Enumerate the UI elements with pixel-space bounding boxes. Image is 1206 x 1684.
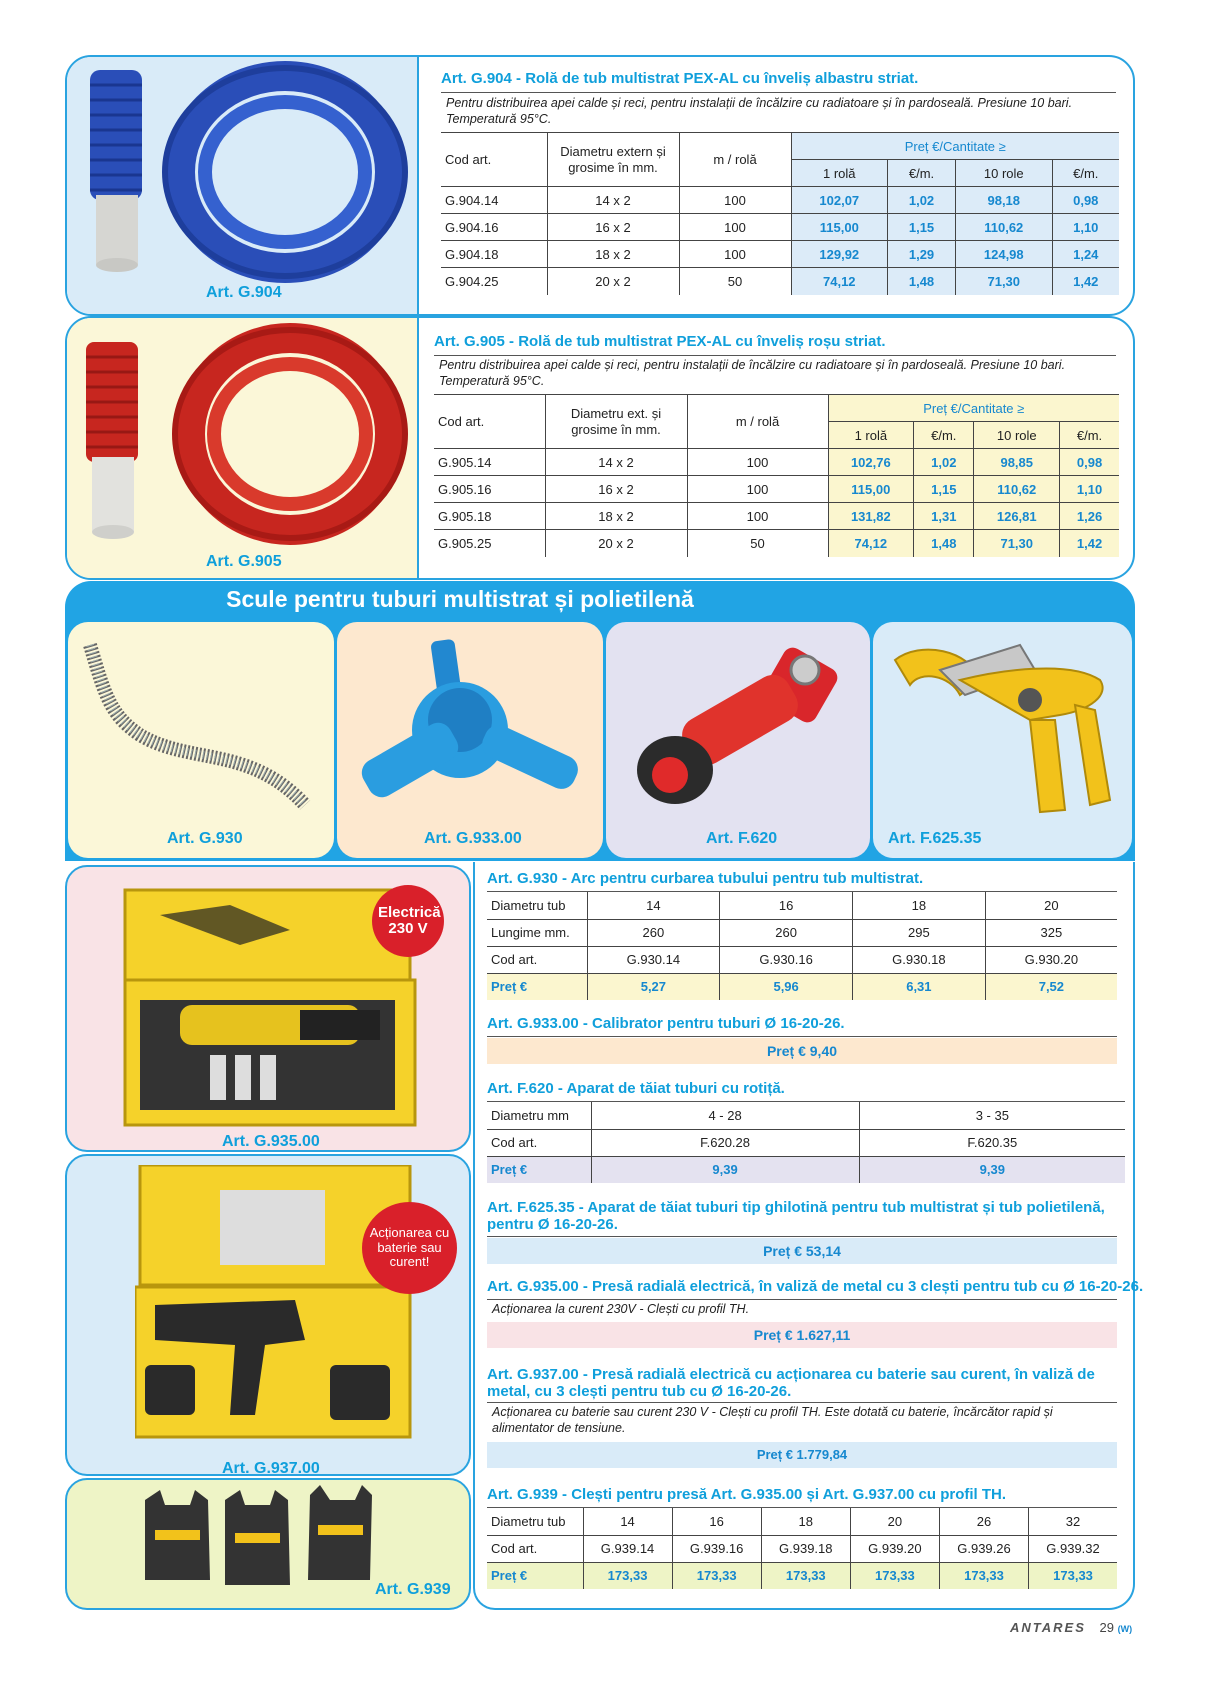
cell: 74,12 xyxy=(791,268,888,295)
price-cell: 173,33 xyxy=(672,1562,761,1589)
cell: F.620.28 xyxy=(591,1129,859,1156)
table-row xyxy=(434,530,1119,557)
cell: F.620.35 xyxy=(859,1129,1125,1156)
header-diametru: Diametru extern și grosime în mm. xyxy=(547,133,679,187)
red-pipe-coil-image xyxy=(80,322,410,547)
cell: 20 xyxy=(850,1508,939,1535)
cell: 20 x 2 xyxy=(545,530,687,557)
cell: G.939.18 xyxy=(761,1535,850,1562)
cell: 1,42 xyxy=(1060,530,1119,557)
price-row xyxy=(487,973,1117,1000)
header-sub: 10 role xyxy=(955,160,1052,187)
cell: 98,85 xyxy=(974,449,1060,476)
cell: Cod art. xyxy=(487,946,587,973)
g935-title-rule xyxy=(487,1299,1117,1300)
header-cod: Cod art. xyxy=(441,133,547,187)
cell: G.939.16 xyxy=(672,1535,761,1562)
cell: 100 xyxy=(687,449,828,476)
price-row xyxy=(487,1562,1117,1589)
f620-title: Art. F.620 - Aparat de tăiat tuburi cu rotiță. xyxy=(487,1080,785,1097)
header-cod: Cod art. xyxy=(434,395,545,449)
tool-caption-g933: Art. G.933.00 xyxy=(424,830,522,847)
f625-title-rule xyxy=(487,1236,1117,1237)
cell: Lungime mm. xyxy=(487,919,587,946)
g905-price-table xyxy=(434,394,1119,557)
badge-text: Electrică 230 V xyxy=(378,903,441,937)
g904-title-rule xyxy=(441,92,1116,93)
cell: 100 xyxy=(687,503,828,530)
cell: 1,10 xyxy=(1060,476,1119,503)
table-row xyxy=(487,1102,1125,1129)
cell: 100 xyxy=(679,187,791,214)
pipe-calibrator-image xyxy=(350,635,590,820)
cell: 0,98 xyxy=(1052,187,1119,214)
table-row xyxy=(487,1129,1125,1156)
cell: 14 xyxy=(583,1508,672,1535)
cell: Diametru tub xyxy=(487,892,587,919)
g939-table xyxy=(487,1508,1117,1589)
cell: G.939.32 xyxy=(1029,1535,1117,1562)
price-cell: 9,39 xyxy=(859,1156,1125,1183)
cell: 1,15 xyxy=(888,214,956,241)
footer xyxy=(1010,1620,1132,1635)
f625-price: Preț € 53,14 xyxy=(487,1238,1117,1264)
tool-caption-f620: Art. F.620 xyxy=(706,830,778,847)
table-row xyxy=(441,214,1119,241)
cell: G.904.18 xyxy=(441,241,547,268)
cell: 0,98 xyxy=(1060,449,1119,476)
price-cell: 7,52 xyxy=(985,973,1117,1000)
cell: 14 xyxy=(587,892,720,919)
price-cell: 173,33 xyxy=(1029,1562,1117,1589)
tool-caption-g930: Art. G.930 xyxy=(167,830,243,847)
g905-title-rule xyxy=(434,355,1116,356)
cell: Cod art. xyxy=(487,1535,583,1562)
price-row xyxy=(487,1156,1125,1183)
electric-230v-badge xyxy=(372,885,444,957)
table-row xyxy=(434,503,1119,530)
header-pret: Preț €/Cantitate ≥ xyxy=(828,395,1119,422)
header-sub: 1 rolă xyxy=(828,422,914,449)
price-cell: 6,31 xyxy=(853,973,986,1000)
price-cell: 173,33 xyxy=(850,1562,939,1589)
cell: G.939.26 xyxy=(939,1535,1028,1562)
cell: 14 x 2 xyxy=(547,187,679,214)
cell: 98,18 xyxy=(955,187,1052,214)
cell: 14 x 2 xyxy=(545,449,687,476)
cell: G.930.18 xyxy=(853,946,986,973)
table-row xyxy=(487,1535,1117,1562)
g933-title: Art. G.933.00 - Calibrator pentru tuburi Ø 16-20-26. xyxy=(487,1015,845,1032)
cell: 1,48 xyxy=(914,530,974,557)
cell: 325 xyxy=(985,919,1117,946)
bending-spring-image xyxy=(80,635,325,820)
g937-description: Acționarea cu baterie sau curent 230 V - Clești cu profil TH. Este dotată cu baterie, încărcător rapid și alimentator de tensiune. xyxy=(492,1405,1053,1435)
cell: G.904.25 xyxy=(441,268,547,295)
cell: 74,12 xyxy=(828,530,914,557)
g905-caption: Art. G.905 xyxy=(206,553,282,570)
cell: 102,76 xyxy=(828,449,914,476)
g937-title-rule xyxy=(487,1402,1117,1403)
g937-price: Preț € 1.779,84 xyxy=(487,1442,1117,1468)
price-cell: 173,33 xyxy=(761,1562,850,1589)
g939-caption: Art. G.939 xyxy=(375,1581,451,1598)
cell: 115,00 xyxy=(828,476,914,503)
cell: 110,62 xyxy=(955,214,1052,241)
cell: 16 xyxy=(720,892,853,919)
price-cell: 5,27 xyxy=(587,973,720,1000)
cell: 1,24 xyxy=(1052,241,1119,268)
cell: 16 x 2 xyxy=(547,214,679,241)
price-label: Preț € xyxy=(487,1562,583,1589)
cell: 26 xyxy=(939,1508,1028,1535)
cell: 260 xyxy=(587,919,720,946)
cell: 50 xyxy=(679,268,791,295)
cell: Diametru tub xyxy=(487,1508,583,1535)
guillotine-pipe-cutter-image xyxy=(880,640,1125,820)
header-diametru: Diametru ext. și grosime în mm. xyxy=(545,395,687,449)
cell: 260 xyxy=(720,919,853,946)
cell: 126,81 xyxy=(974,503,1060,530)
cell: G.930.16 xyxy=(720,946,853,973)
table-row xyxy=(441,187,1119,214)
header-sub: €/m. xyxy=(1060,422,1119,449)
cell: 71,30 xyxy=(974,530,1060,557)
page-suffix: (W) xyxy=(1117,1624,1133,1634)
g935-price: Preț € 1.627,11 xyxy=(487,1322,1117,1348)
price-label: Preț € xyxy=(487,1156,591,1183)
g933-price: Preț € 9,40 xyxy=(487,1038,1117,1064)
pipe-cutter-wheel-image xyxy=(620,640,860,820)
g905-description: Pentru distribuirea apei calde și reci, pentru instalații de încălzire cu radiatoare și în pardoseală. Presiune 10 bari. Temperatură 95°C. xyxy=(439,358,1066,388)
cell: G.939.20 xyxy=(850,1535,939,1562)
cell: Diametru mm xyxy=(487,1102,591,1129)
cell: 1,48 xyxy=(888,268,956,295)
cell: 1,02 xyxy=(914,449,974,476)
cell: 1,10 xyxy=(1052,214,1119,241)
cell: 100 xyxy=(687,476,828,503)
f620-table xyxy=(487,1102,1125,1183)
table-row xyxy=(487,1508,1117,1535)
table-row xyxy=(487,919,1117,946)
price-label: Preț € xyxy=(487,973,587,1000)
cell: G.905.18 xyxy=(434,503,545,530)
cell: G.939.14 xyxy=(583,1535,672,1562)
g935-title: Art. G.935.00 - Presă radială electrică, în valiză de metal cu 3 clești pentru tub cu Ø 16-20-26. xyxy=(487,1278,1144,1295)
header-m-rola: m / rolă xyxy=(687,395,828,449)
cell: G.930.14 xyxy=(587,946,720,973)
table-row xyxy=(487,892,1117,919)
cell: 18 xyxy=(761,1508,850,1535)
g904-caption: Art. G.904 xyxy=(206,284,282,301)
price-cell: 5,96 xyxy=(720,973,853,1000)
g935-caption: Art. G.935.00 xyxy=(222,1133,320,1150)
cell: 50 xyxy=(687,530,828,557)
table-row xyxy=(487,946,1117,973)
price-cell: 9,39 xyxy=(591,1156,859,1183)
cell: 18 xyxy=(853,892,986,919)
battery-press-case-image xyxy=(135,1165,415,1445)
f625-title: Art. F.625.35 - Aparat de tăiat tuburi tip ghilotină pentru tub multistrat și tub polietilenă, pentru Ø 16-20-26. xyxy=(487,1199,1105,1233)
cell: 102,07 xyxy=(791,187,888,214)
g930-table xyxy=(487,892,1117,1000)
badge-text: Acționarea cu baterie sau curent! xyxy=(369,1224,450,1270)
page-number: 29 xyxy=(1099,1620,1114,1635)
cell: 3 - 35 xyxy=(859,1102,1125,1129)
cell: 131,82 xyxy=(828,503,914,530)
g937-title: Art. G.937.00 - Presă radială electrică cu acționarea cu baterie sau curent, în valiză de metal, cu 3 clești pentru tub cu Ø 16-20-26. xyxy=(487,1366,1095,1400)
cell: 18 x 2 xyxy=(545,503,687,530)
g930-title: Art. G.930 - Arc pentru curbarea tubului pentru tub multistrat. xyxy=(487,870,924,887)
cell: G.904.16 xyxy=(441,214,547,241)
cell: 1,02 xyxy=(888,187,956,214)
header-sub: €/m. xyxy=(888,160,956,187)
section-title: Scule pentru tuburi multistrat și polietilenă xyxy=(226,586,694,612)
header-pret: Preț €/Cantitate ≥ xyxy=(791,133,1119,160)
cell: G.904.14 xyxy=(441,187,547,214)
cell: 32 xyxy=(1029,1508,1117,1535)
cell: 71,30 xyxy=(955,268,1052,295)
price-cell: 173,33 xyxy=(583,1562,672,1589)
cell: 20 xyxy=(985,892,1117,919)
cell: 16 x 2 xyxy=(545,476,687,503)
cell: 20 x 2 xyxy=(547,268,679,295)
cell: 1,29 xyxy=(888,241,956,268)
g905-title: Art. G.905 - Rolă de tub multistrat PEX-AL cu înveliș roșu striat. xyxy=(434,333,886,350)
cell: 115,00 xyxy=(791,214,888,241)
header-m-rola: m / rolă xyxy=(679,133,791,187)
cell: 18 x 2 xyxy=(547,241,679,268)
cell: 1,42 xyxy=(1052,268,1119,295)
g904-price-table xyxy=(441,132,1119,295)
g935-description: Acționarea la curent 230V - Clești cu profil TH. xyxy=(492,1302,750,1316)
tool-caption-f625: Art. F.625.35 xyxy=(888,830,982,847)
cell: G.905.25 xyxy=(434,530,545,557)
cell: G.905.14 xyxy=(434,449,545,476)
table-row xyxy=(434,449,1119,476)
cell: 4 - 28 xyxy=(591,1102,859,1129)
brand-logo: ANTARES xyxy=(1010,1620,1086,1635)
cell: 1,15 xyxy=(914,476,974,503)
cell: 124,98 xyxy=(955,241,1052,268)
cell: Cod art. xyxy=(487,1129,591,1156)
g904-description: Pentru distribuirea apei calde și reci, pentru instalații de încălzire cu radiatoare și în pardoseală. Presiune 10 bari. Temperatură 95°C. xyxy=(446,96,1073,126)
press-jaws-image xyxy=(140,1485,380,1600)
blue-pipe-coil-image xyxy=(80,60,410,285)
table-row xyxy=(441,268,1119,295)
cell: 1,31 xyxy=(914,503,974,530)
header-sub: 10 role xyxy=(974,422,1060,449)
cell: 16 xyxy=(672,1508,761,1535)
cell: 295 xyxy=(853,919,986,946)
g933-title-rule xyxy=(487,1036,1117,1037)
g904-title: Art. G.904 - Rolă de tub multistrat PEX-AL cu înveliș albastru striat. xyxy=(441,70,919,87)
header-sub: €/m. xyxy=(1052,160,1119,187)
battery-or-power-badge xyxy=(362,1202,457,1294)
g939-title: Art. G.939 - Clești pentru presă Art. G.935.00 și Art. G.937.00 cu profil TH. xyxy=(487,1486,1007,1503)
cell: 110,62 xyxy=(974,476,1060,503)
g937-caption: Art. G.937.00 xyxy=(222,1460,320,1477)
cell: 100 xyxy=(679,241,791,268)
cell: 100 xyxy=(679,214,791,241)
table-row xyxy=(441,241,1119,268)
price-cell: 173,33 xyxy=(939,1562,1028,1589)
cell: G.905.16 xyxy=(434,476,545,503)
header-sub: 1 rolă xyxy=(791,160,888,187)
cell: G.930.20 xyxy=(985,946,1117,973)
header-sub: €/m. xyxy=(914,422,974,449)
table-row xyxy=(434,476,1119,503)
cell: 129,92 xyxy=(791,241,888,268)
cell: 1,26 xyxy=(1060,503,1119,530)
